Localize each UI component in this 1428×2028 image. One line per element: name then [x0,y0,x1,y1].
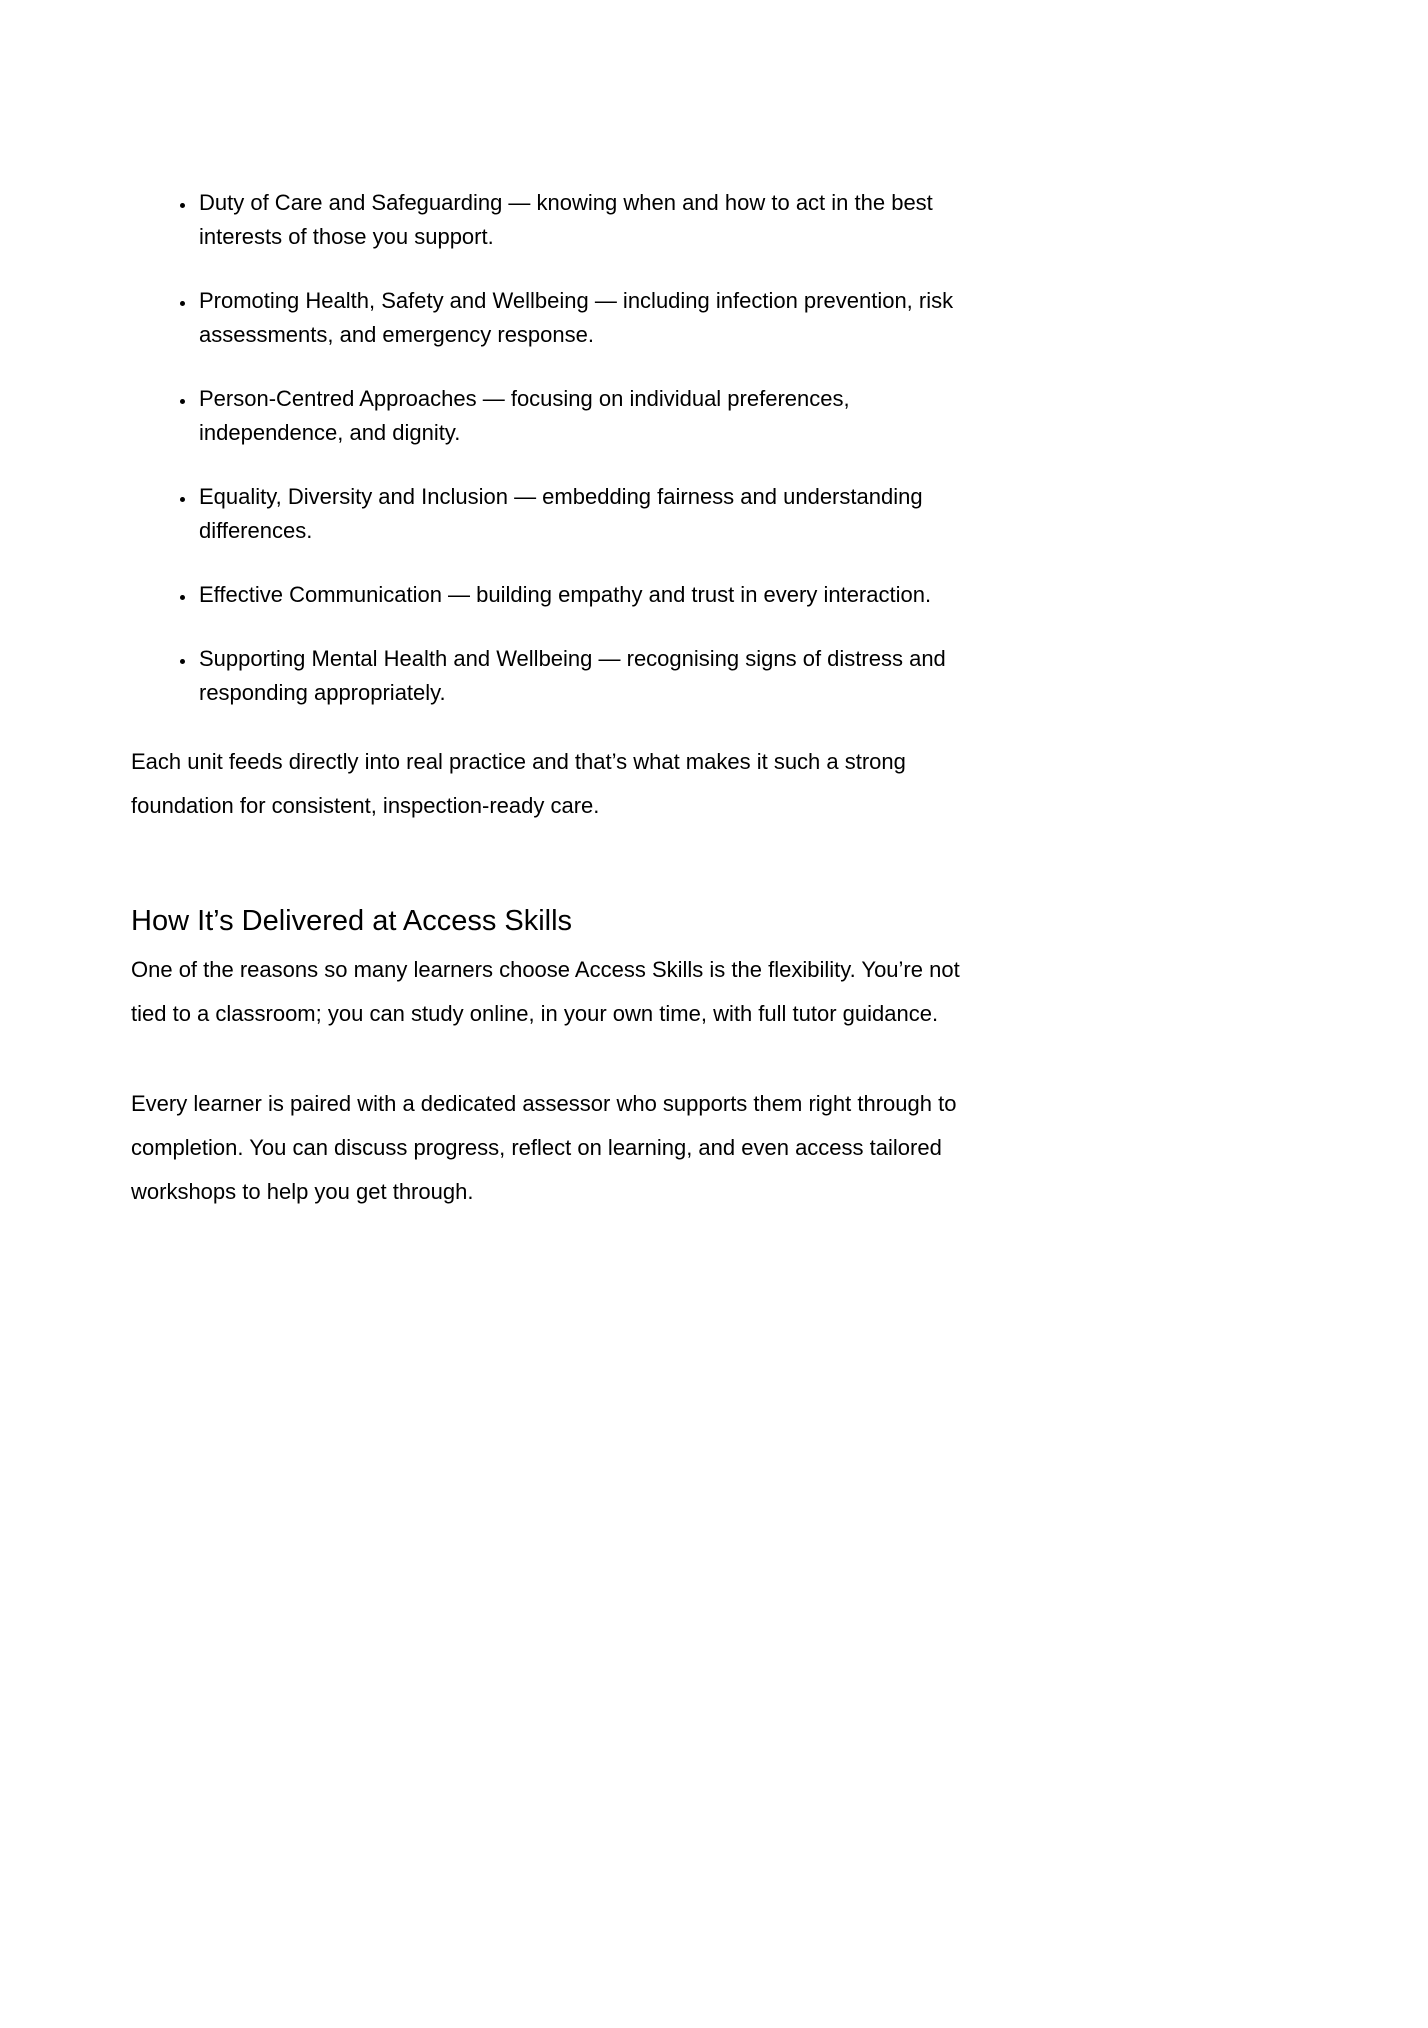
bullet-list [131,186,990,710]
section-heading: How It’s Delivered at Access Skills [131,905,573,937]
bullet-text: Effective Communication — building empathy and trust in every interaction. [199,582,932,607]
closing-paragraph: Each unit feeds directly into real practice and that’s what makes it such a strong foundation for consistent, inspection-ready care. [131,749,906,818]
section-paragraph-2: Every learner is paired with a dedicated assessor who supports them right through to completion. You can discuss progress, reflect on learning, and even access tailored workshops to help you get through. [131,1091,957,1204]
bullet-item [197,284,990,352]
bullet-text: Duty of Care and Safeguarding — knowing when and how to act in the best interests of those you support. [199,190,933,249]
bullet-text: Promoting Health, Safety and Wellbeing — including infection prevention, risk assessments, and emergency response. [199,288,954,347]
bullet-item [197,578,990,612]
bullet-text: Supporting Mental Health and Wellbeing — recognising signs of distress and responding appropriately. [199,646,946,705]
bullet-text: Equality, Diversity and Inclusion — embedding fairness and understanding differences. [199,484,923,543]
section-paragraph-1: One of the reasons so many learners choose Access Skills is the flexibility. You’re not tied to a classroom; you can study online, in your own time, with full tutor guidance. [131,957,960,1026]
bullet-item [197,186,990,254]
bullet-text: Person-Centred Approaches — focusing on individual preferences, independence, and dignity. [199,386,850,445]
bullet-item [197,382,990,450]
bullet-item [197,480,990,548]
bullet-item [197,642,990,710]
